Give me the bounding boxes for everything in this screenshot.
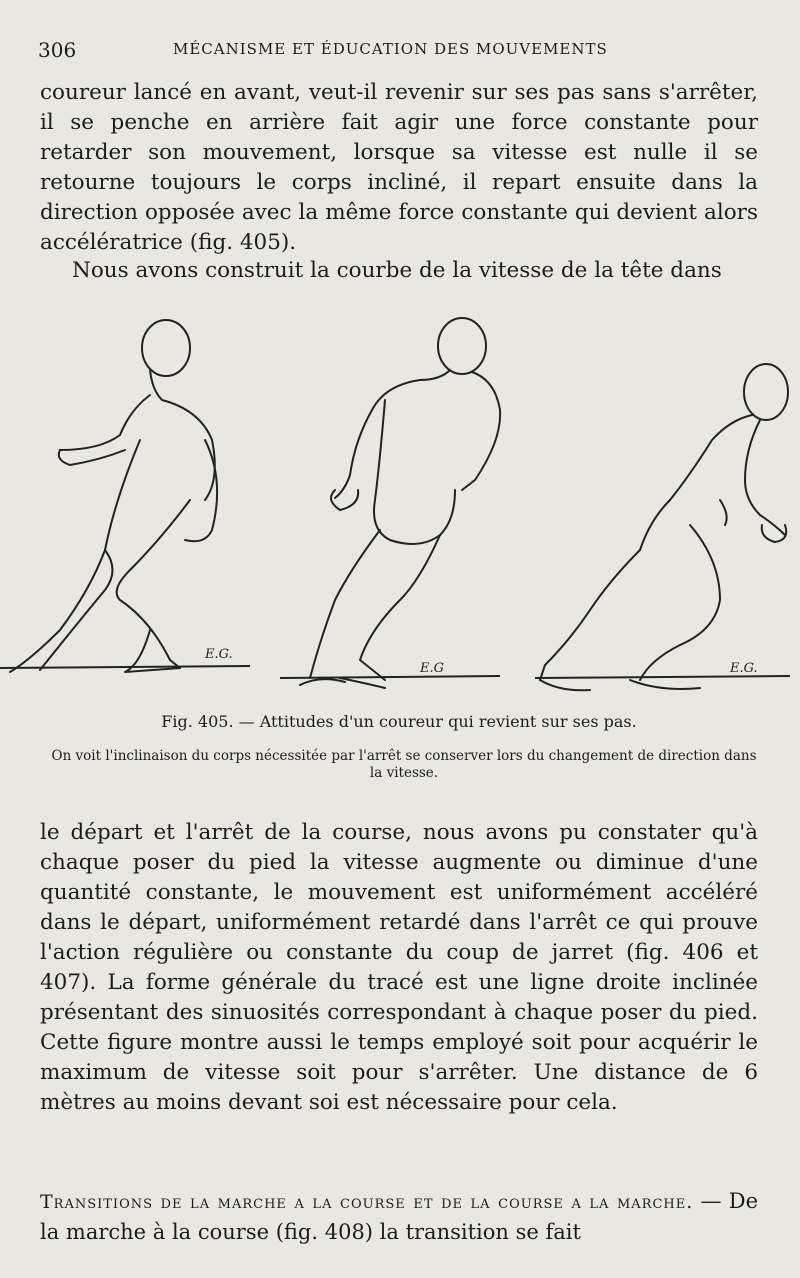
figure-405-illustration [0, 300, 800, 710]
paragraph-3: le départ et l'arrêt de la course, nous avons pu constater qu'à chaque poser du pied la vitesse augmente ou diminue d'une quantité constante, le mouvement est uniformément accéléré dans le départ, uniformément retardé dans l'arrêt ce qui prouve l'action régulière ou constante du coup de jarret (fig. 406 et 407). La forme générale du tracé est une ligne droite inclinée présentant des sinuosités correspondant à chaque poser du pied. Cette figure montre aussi le temps employé soit pour acquérir le maximum de vitesse soit pour s'arrêter. Une distance de 6 mètres au moins devant soi est nécessaire pour cela. [40, 820, 758, 1115]
signature-1: E.G. [205, 647, 233, 662]
paragraph-2: Nous avons construit la courbe de la vitesse de la tête dans [72, 258, 722, 283]
signature-3: E.G. [730, 661, 758, 676]
figure-caption-title: Fig. 405. — Attitudes d'un coureur qui revient sur ses pas. [161, 712, 637, 731]
running-head [38, 38, 760, 66]
runner-figure-1 [10, 320, 217, 672]
paragraph-4 [40, 1186, 758, 1247]
section-heading: Transitions de la marche a la course et de la course a la marche. [40, 1191, 694, 1213]
ground-line-1 [0, 666, 250, 668]
running-title: MÉCANISME ET ÉDUCATION DES MOUVEMENTS [173, 40, 608, 58]
paragraph-1: coureur lancé en avant, veut-il revenir sur ses pas sans s'arrêter, il se penche en arrière fait agir une force constante pour retarder son mouvement, lorsque sa vitesse est nulle il se retourne toujours le corps incliné, il repart ensuite dans la direction opposée avec la même force constante qui devient alors accélératrice (fig. 405). [40, 80, 758, 255]
runner-figure-3 [540, 364, 788, 690]
runner-figure-2 [300, 318, 500, 688]
page-number: 306 [38, 38, 77, 62]
figure-405 [0, 300, 800, 710]
ground-line-3 [535, 676, 790, 678]
paragraph-4-text: — De la marche à la course (fig. 408) la transition se fait [40, 1189, 759, 1244]
figure-caption-note: On voit l'inclinaison du corps nécessitée par l'arrêt se conserver lors du changement de direction dans la vitesse. [51, 748, 757, 781]
ground-line-2 [280, 676, 500, 678]
signature-2: E.G [420, 661, 445, 676]
